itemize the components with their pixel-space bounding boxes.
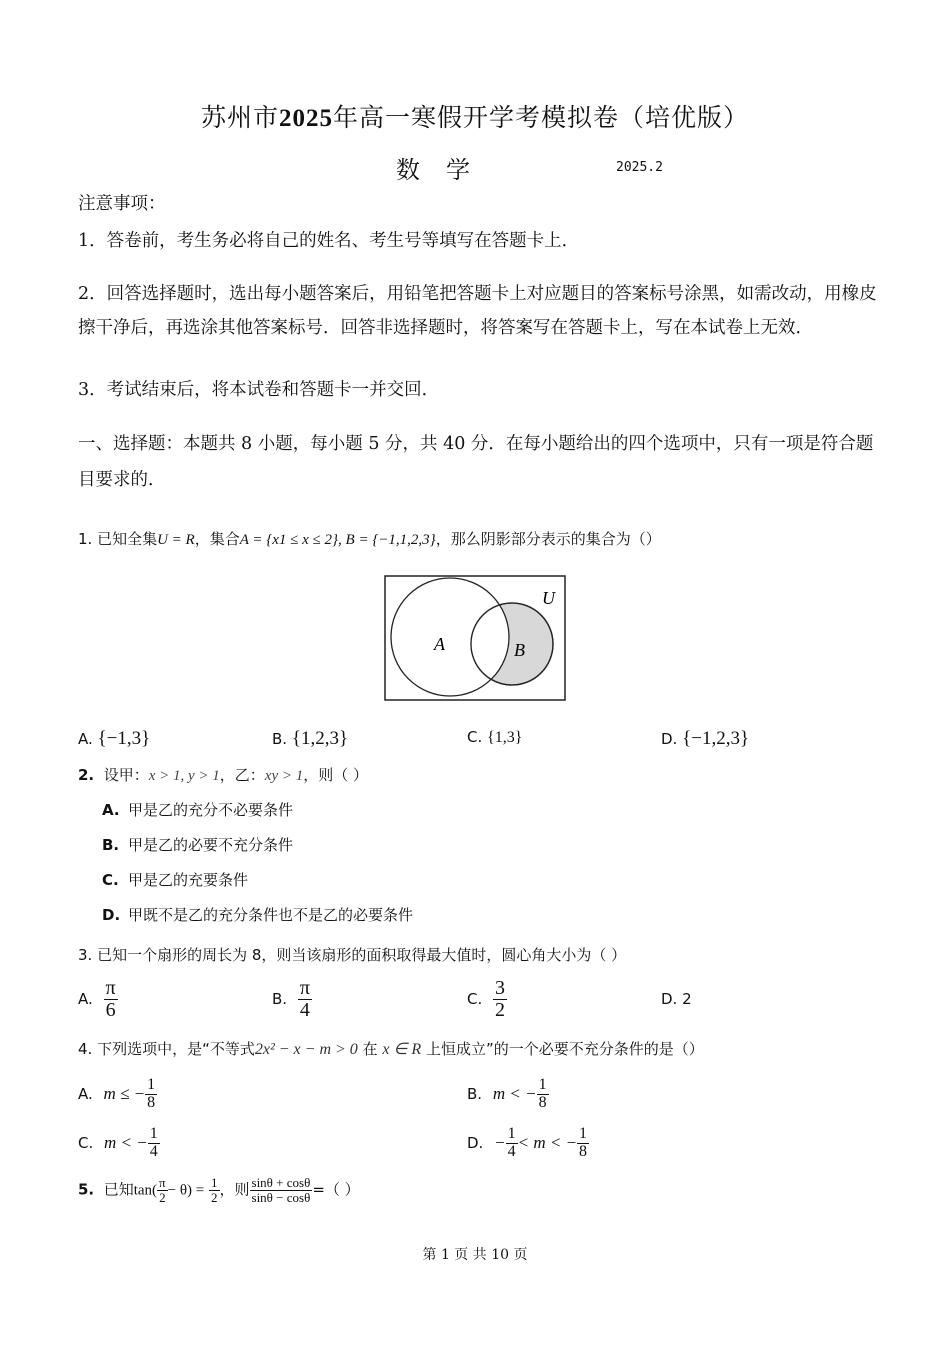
q2-option-a[interactable]: A. 甲是乙的充分不必要条件 [102,801,294,819]
question-1-stem: 1. 已知全集U = R，集合A = {x1 ≤ x ≤ 2}, B = {−1,1,2,3}，那么阴影部分表示的集合为（） [78,530,661,548]
q3-option-c[interactable]: C. $\frac{3}{2}$ [467,977,506,1021]
q4-option-c[interactable]: C. m < − $\frac{1}{4}$ [78,1125,158,1160]
q3-option-b[interactable]: B. $\frac{\pi}{4}$ [272,977,310,1021]
notice-heading: 注意事项： [78,194,166,214]
page-footer: 第 1 页 共 10 页 [422,1247,528,1263]
q4-option-b[interactable]: B. m < − $\frac{1}{8}$ [467,1076,547,1111]
q2-option-b[interactable]: B. 甲是乙的必要不充分条件 [102,836,294,854]
section-heading: 一、选择题：本题共 8 小题，每小题 5 分，共 40 分．在每小题给出的四个选项中，只有一项是符合题目要求的． [78,434,874,490]
venn-diagram [384,574,566,702]
q3-option-d[interactable]: D. 2 [661,990,692,1008]
page-title: 苏州市2025年高一寒假开学考模拟卷（培优版） [200,103,750,132]
label-a: A [434,634,445,654]
q1-option-d[interactable]: D. {−1,2,3} [661,728,750,749]
exam-date: 2025.2 [616,160,663,175]
notice-item-3: 3．考试结束后，将本试卷和答题卡一并交回． [78,380,440,400]
question-3-stem: 3. 已知一个扇形的周长为 8，则当该扇形的面积取得最大值时，圆心角大小为（ ） [78,946,627,964]
notice-item-2: 2．回答选择题时，选出每小题答案后，用铅笔把答题卡上对应题目的答案标号涂黑，如需改动，用橡皮擦干净后，再选涂其他答案标号．回答非选择题时，将答案写在答题卡上，写在本试卷上无效． [78,284,877,338]
q1-option-a[interactable]: A. {−1,3} [78,728,151,749]
question-4-stem: 4. 下列选项中，是“不等式2x² − x − m > 0 在 x ∈ R 上恒成立”的一个必要不充分条件的是（） [78,1040,704,1058]
question-2-stem: 2. 设甲：x > 1, y > 1，乙：xy > 1，则（ ） [78,766,368,784]
subject-label: 数学 [396,156,496,184]
q2-option-d[interactable]: D. 甲既不是乙的充分条件也不是乙的必要条件 [102,906,414,924]
q4-option-a[interactable]: A. m ≤ − $\frac{1}{8}$ [78,1076,156,1111]
q2-option-c[interactable]: C. 甲是乙的充要条件 [102,871,249,889]
q1-option-b[interactable]: B. {1,2,3} [272,728,349,749]
notice-item-1: 1．答卷前，考生务必将自己的姓名、考生号等填写在答题卡上． [78,231,580,251]
question-5-stem: 5. 已知tan( $\frac{\pi}{2}$ − θ) = $\frac{1}{2}$ ，则 $\frac{\sin\theta + \cos\theta}{\sin\theta - \cos\theta}$ =（ ） [78,1175,360,1205]
q3-option-a[interactable]: A. $\frac{\pi}{6}$ [78,977,116,1021]
q4-option-d[interactable]: D. − $\frac{1}{4}$ < m < − $\frac{1}{8}$ [467,1125,588,1160]
q1-option-c[interactable]: C. {1,3} [467,728,523,746]
label-b: B [514,640,525,660]
label-u: U [542,588,555,608]
